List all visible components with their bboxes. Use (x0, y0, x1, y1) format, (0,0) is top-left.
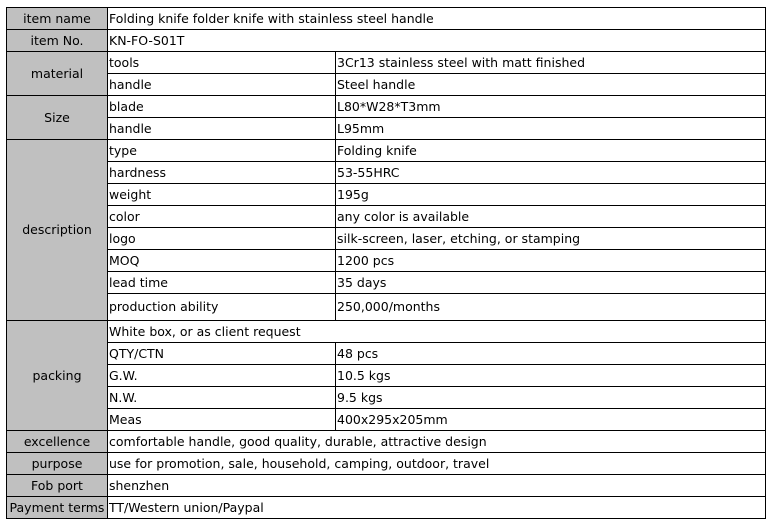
material-label: material (7, 52, 108, 96)
description-weight-value: 195g (336, 184, 766, 206)
packing-label: packing (7, 321, 108, 431)
description-hardness-key: hardness (108, 162, 336, 184)
table-row (7, 8, 766, 30)
material-handle-value: Steel handle (336, 74, 766, 96)
packing-nw-value: 9.5 kgs (336, 387, 766, 409)
packing-gw-value: 10.5 kgs (336, 365, 766, 387)
material-handle-key: handle (108, 74, 336, 96)
description-hardness-value: 53-55HRC (336, 162, 766, 184)
description-lead-time-key: lead time (108, 272, 336, 294)
table-row (7, 387, 766, 409)
payment-terms-label: Payment terms (7, 497, 108, 519)
table-row (7, 453, 766, 475)
table-row (7, 162, 766, 184)
packing-nw-key: N.W. (108, 387, 336, 409)
fob-port-label: Fob port (7, 475, 108, 497)
description-label: description (7, 140, 108, 321)
description-moq-key: MOQ (108, 250, 336, 272)
packing-note: White box, or as client request (108, 321, 766, 343)
packing-meas-value: 400x295x205mm (336, 409, 766, 431)
description-color-value: any color is available (336, 206, 766, 228)
table-row (7, 250, 766, 272)
payment-terms-value: TT/Western union/Paypal (108, 497, 766, 519)
description-lead-time-value: 35 days (336, 272, 766, 294)
size-blade-value: L80*W28*T3mm (336, 96, 766, 118)
size-label: Size (7, 96, 108, 140)
size-blade-key: blade (108, 96, 336, 118)
table-row (7, 497, 766, 519)
material-tools-value: 3Cr13 stainless steel with matt finished (336, 52, 766, 74)
packing-gw-key: G.W. (108, 365, 336, 387)
fob-port-value: shenzhen (108, 475, 766, 497)
packing-qty-key: QTY/CTN (108, 343, 336, 365)
description-color-key: color (108, 206, 336, 228)
purpose-value: use for promotion, sale, household, camping, outdoor, travel (108, 453, 766, 475)
table-row (7, 140, 766, 162)
excellence-label: excellence (7, 431, 108, 453)
description-moq-value: 1200 pcs (336, 250, 766, 272)
table-row (7, 74, 766, 96)
description-type-value: Folding knife (336, 140, 766, 162)
table-row (7, 30, 766, 52)
table-row (7, 52, 766, 74)
item-no-value: KN-FO-S01T (108, 30, 766, 52)
item-name-label: item name (7, 8, 108, 30)
table-row (7, 96, 766, 118)
table-row (7, 228, 766, 250)
table-row (7, 343, 766, 365)
table-row (7, 294, 766, 321)
table-row (7, 184, 766, 206)
table-row (7, 118, 766, 140)
description-type-key: type (108, 140, 336, 162)
excellence-value: comfortable handle, good quality, durable, attractive design (108, 431, 766, 453)
description-production-ability-value: 250,000/months (336, 294, 766, 321)
material-tools-key: tools (108, 52, 336, 74)
item-no-label: item No. (7, 30, 108, 52)
table-row (7, 409, 766, 431)
table-row (7, 365, 766, 387)
product-spec-table (6, 7, 766, 519)
description-logo-value: silk-screen, laser, etching, or stamping (336, 228, 766, 250)
description-logo-key: logo (108, 228, 336, 250)
size-handle-value: L95mm (336, 118, 766, 140)
packing-meas-key: Meas (108, 409, 336, 431)
description-weight-key: weight (108, 184, 336, 206)
packing-qty-value: 48 pcs (336, 343, 766, 365)
table-row (7, 321, 766, 343)
item-name-value: Folding knife folder knife with stainless steel handle (108, 8, 766, 30)
table-row (7, 475, 766, 497)
table-row (7, 206, 766, 228)
description-production-ability-key: production ability (108, 294, 336, 321)
table-row (7, 272, 766, 294)
size-handle-key: handle (108, 118, 336, 140)
purpose-label: purpose (7, 453, 108, 475)
table-row (7, 431, 766, 453)
